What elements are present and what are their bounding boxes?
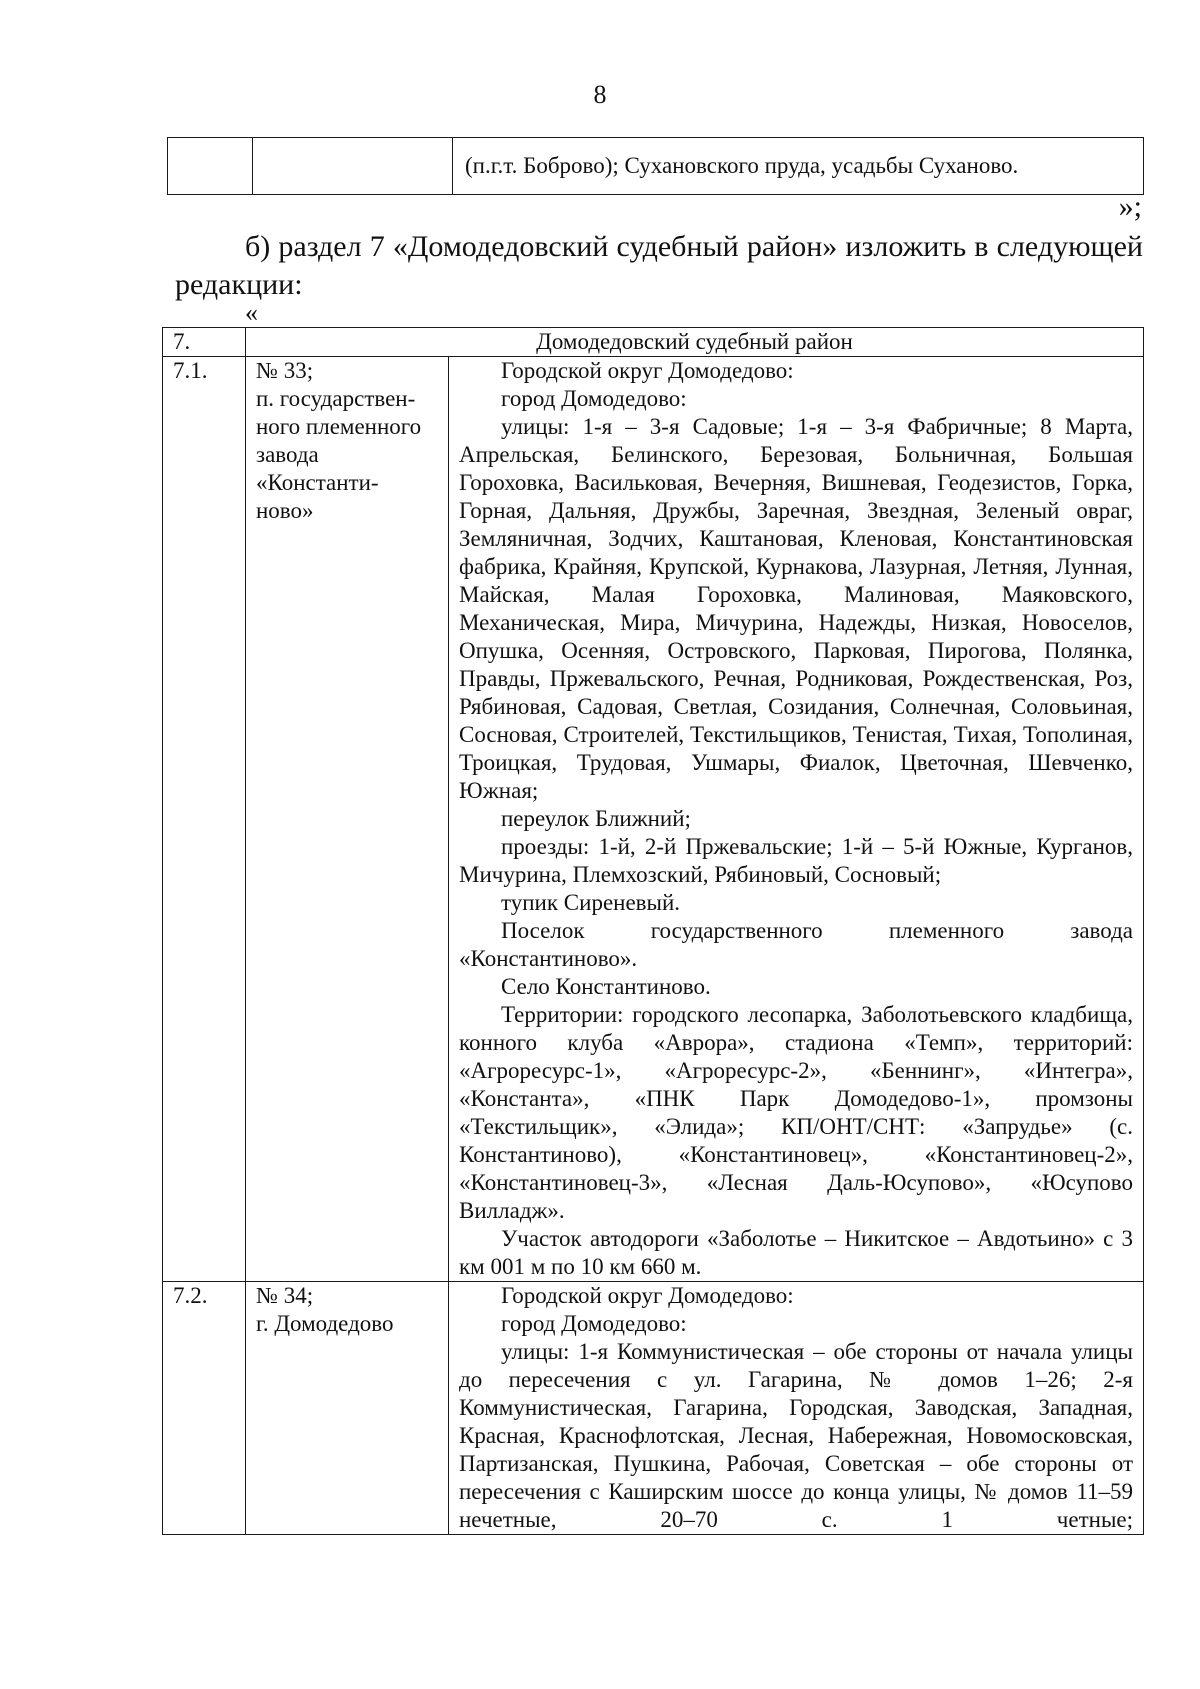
amendment-paragraph: б) раздел 7 «Домодедовский судебный район» изложить в следующей редакции: [175,230,1143,301]
territory-paragraph: Территории: городского лесопарка, Заболотьевского кладбища, конного клуба «Аврора», стадиона «Темп», территорий: «Агроресурс-1», «Агроресурс-2», «Беннинг», «Интегра», «Константа», «ПНК Парк Домодедово-1», промзоны «Текстильщик», «Элида»; КП/ОНТ/СНТ: «Запрудье» (с. Константиново), «Константиновец», «Константиновец-2», «Константиновец-3», «Лесная Даль-Юсупово», «Юсупово Вилладж». [459,1002,1133,1223]
court-line: завода [256,442,319,467]
territory-cell [449,1282,1144,1535]
territory-paragraph: город Домодедово: [501,1311,687,1336]
court-line: п. государствен- [256,386,416,411]
row-number: 7.1. [163,357,246,1282]
court-cell [246,357,449,1282]
court-line: № 33; [256,358,314,383]
continued-table-fragment [167,137,1144,195]
territory-cell: (п.г.т. Боброво); Сухановского пруда, усадьбы Суханово. [453,138,1144,195]
court-line: г. Домодедово [256,1311,394,1336]
table-row [163,357,1144,1282]
court-cell [246,1282,449,1535]
territory-paragraph: улицы: 1-я – 3-я Садовые; 1-я – 3-я Фабричные; 8 Марта, Апрельская, Белинского, Березовая, Больничная, Большая Гороховка, Васильковая, Вечерняя, Вишневая, Геодезистов, Горка, Горная, Дальняя, Дружбы, Заречная, Звездная, Зеленый овраг, Земляничная, Зодчих, Каштановая, Кленовая, Константиновская фабрика, Крайняя, Крупской, Курнакова, Лазурная, Летняя, Лунная, Майская, Малая Гороховка, Малиновая, Маяковского, Механическая, Мира, Мичурина, Надежды, Низкая, Новоселов, Опушка, Осенняя, Островского, Парковая, Пирогова, Полянка, Правды, Пржевальского, Речная, Родниковая, Рождественская, Роз, Рябиновая, Садовая, Светлая, Созидания, Солнечная, Соловьиная, Сосновая, Строителей, Текстильщиков, Тенистая, Тихая, Тополиная, Троицкая, Трудовая, Ушмары, Фиалок, Цветочная, Шевченко, Южная; [459,414,1133,803]
number-cell [168,138,253,195]
table-row [168,138,1144,195]
territory-paragraph: Городской округ Домодедово: [501,358,794,383]
court-line: № 34; [256,1283,314,1308]
court-line: ного племенного [256,414,422,439]
territory-paragraph: город Домодедово: [501,386,687,411]
row-number: 7.2. [163,1282,246,1535]
section-number: 7. [163,328,246,357]
court-line: ново» [256,498,314,523]
court-line: «Константи- [256,470,379,495]
opening-quote: « [245,298,258,327]
territory-paragraph: проезды: 1-й, 2-й Пржевальские; 1-й – 5-й Южные, Курганов, Мичурина, Племхозский, Рябиновый, Сосновый; [459,834,1133,887]
territory-paragraph: Участок автодороги «Заболотье – Никитское – Авдотьино» с 3 км 001 м по 10 км 660 м. [459,1226,1133,1279]
territory-paragraph: переулок Ближний; [501,806,691,831]
territory-paragraph: Городской округ Домодедово: [501,1283,794,1308]
district-table [162,327,1144,1535]
closing-quote: »; [1118,190,1142,223]
territory-paragraph: улицы: 1-я Коммунистическая – обе стороны от начала улицы до пересечения с ул. Гагарина, № домов 1–26; 2-я Коммунистическая, Гагарина, Городская, Заводская, Западная, Красная, Краснофлотская, Лесная, Набережная, Новомосковская, Партизанская, Пушкина, Рабочая, Советская – обе стороны от пересечения с Каширским шоссе до конца улицы, № домов 11–59 нечетные, 20–70 с. 1 четные; [459,1339,1133,1532]
court-cell [253,138,453,195]
territory-paragraph: Поселок государственного племенного завода «Константиново». [459,918,1133,971]
section-title: Домодедовский судебный район [246,328,1144,357]
table-row [163,1282,1144,1535]
page-number: 8 [593,80,607,109]
territory-paragraph: Село Константиново. [501,974,711,999]
section-header-row [163,328,1144,357]
territory-cell [449,357,1144,1282]
territory-paragraph: тупик Сиреневый. [501,890,681,915]
